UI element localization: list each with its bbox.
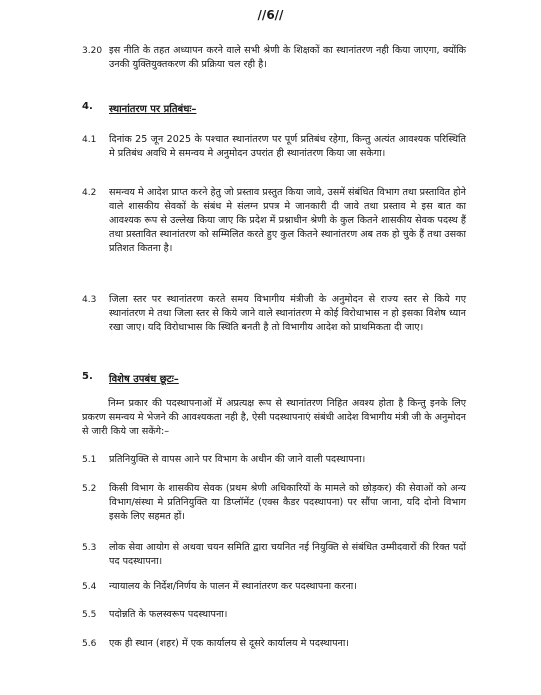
section-number: 5. xyxy=(82,371,93,382)
section-title: विशेष उपबंध छूटः– xyxy=(109,374,179,385)
clause-text: प्रतिनियुक्ति से वापस आने पर विभाग के अधीन की जाने वाली पदस्थापना। xyxy=(109,454,366,465)
clause-text: लोक सेवा आयोग से अथवा चयन समिति द्वारा चयनित नई नियुक्ति से संबंधित उम्मीदवारों की रिक्त पदों पद पदस्थापना। xyxy=(109,542,466,567)
clause-text: समन्वय मे आदेश प्राप्त करने हेतु जो प्रस्ताव प्रस्तुत किया जावे, उसमें संबंधित विभाग तथा प्रस्तावित होने वाले शासकीय सेवकों के संबंध मे संलग्न प्रपत्र मे जानकारी दी जावे तथा प्रस्ताव मे इस बात का आवश्यक रूप से उल्लेख किया जाए कि प्रदेश में प्रश्नाधीन श्रेणी के कुल कितने शासकीय सेवक पदस्थ हैं तथा प्रस्तावित स्थानांतरण को सम्मिलित करते हुए कुल कितने स्थानांतरण अब तक हो चुके हैं तथा उसका प्रतिशत कितना है। xyxy=(109,187,466,254)
section-number: 4. xyxy=(82,101,93,112)
page-number: //6// xyxy=(257,8,284,22)
clause-text: दिनांक 25 जून 2025 के पश्चात स्थानांतरण पर पूर्ण प्रतिबंध रहेगा, किन्तु अत्यंत आवश्यक परिस्थिति मे प्रतिबंध अवधि मे समन्वय मे अनुमोदन उपरांत ही स्थानांतरण किया जा सकेगा। xyxy=(109,134,466,159)
clause-text: जिला स्तर पर स्थानांतरण करते समय विभागीय मंत्रीजी के अनुमोदन से राज्य स्तर से किये गए स्थानांतरण मे तथा जिला स्तर से किये जाने वाले स्थानांतरण मे कोई विरोधाभास न हो इसका विशेष ध्यान रखा जाए। यदि विरोधाभास कि स्थिति बनती है तो विभागीय आदेश को प्राथमिकता दी जाए। xyxy=(109,294,466,333)
section-title: स्थानांतरण पर प्रतिबंधः– xyxy=(109,104,197,115)
section-heading xyxy=(109,371,179,385)
clause-number: 4.3 xyxy=(82,295,97,305)
clause-number: 5.4 xyxy=(82,582,97,592)
clause-number: 5.2 xyxy=(82,484,97,494)
clause-number: 5.5 xyxy=(82,610,97,620)
clause-number: 3.20 xyxy=(82,46,103,56)
section-intro: निम्न प्रकार की पदस्थापनाओं में अप्रत्यक्ष रूप से स्थानांतरण निहित अवश्य होता है किन्तु इनके लिए प्रकरण समन्वय मे भेजने की आवश्यकता नही है, ऐसी पदस्थापनाएं संबंधी आदेश विभागीय मंत्री जी के अनुमोदन से जारी किये जा सकेंगे:– xyxy=(82,398,466,437)
clause-text: पदोन्नति के फलस्वरूप पदस्थापना। xyxy=(109,609,228,620)
clause-number: 4.1 xyxy=(82,135,97,145)
clause-text: किसी विभाग के शासकीय सेवक (प्रथम श्रेणी अधिकारियों के मामले को छोड़कर) की सेवाओं को अन्य विभाग/संस्था मे प्रतिनियुक्ति या डिप्लॉमेंट (एक्स कैडर पदस्थापना) पर सौंपा जाना, यदि दोनो विभाग इसके लिए सहमत हों। xyxy=(109,483,466,522)
clause-number: 4.2 xyxy=(82,188,97,198)
clause-number: 5.6 xyxy=(82,639,97,649)
clause-number: 5.1 xyxy=(82,455,97,465)
clause-text: इस नीति के तहत अध्यापन करने वाले सभी श्रेणी के शिक्षकों का स्थानांतरण नही किया जाएगा, क्योंकि उनकी युक्तियुक्तकरण की प्रक्रिया चल रही है। xyxy=(109,45,466,70)
clause-number: 5.3 xyxy=(82,543,97,553)
clause-text: न्यायालय के निर्देश/निर्णय के पालन में स्थानांतरण कर पदस्थापना करना। xyxy=(109,581,357,592)
clause-text: एक ही स्थान (शहर) में एक कार्यालय से दूसरे कार्यालय मे पदस्थापना। xyxy=(109,638,349,649)
section-heading xyxy=(109,101,196,115)
